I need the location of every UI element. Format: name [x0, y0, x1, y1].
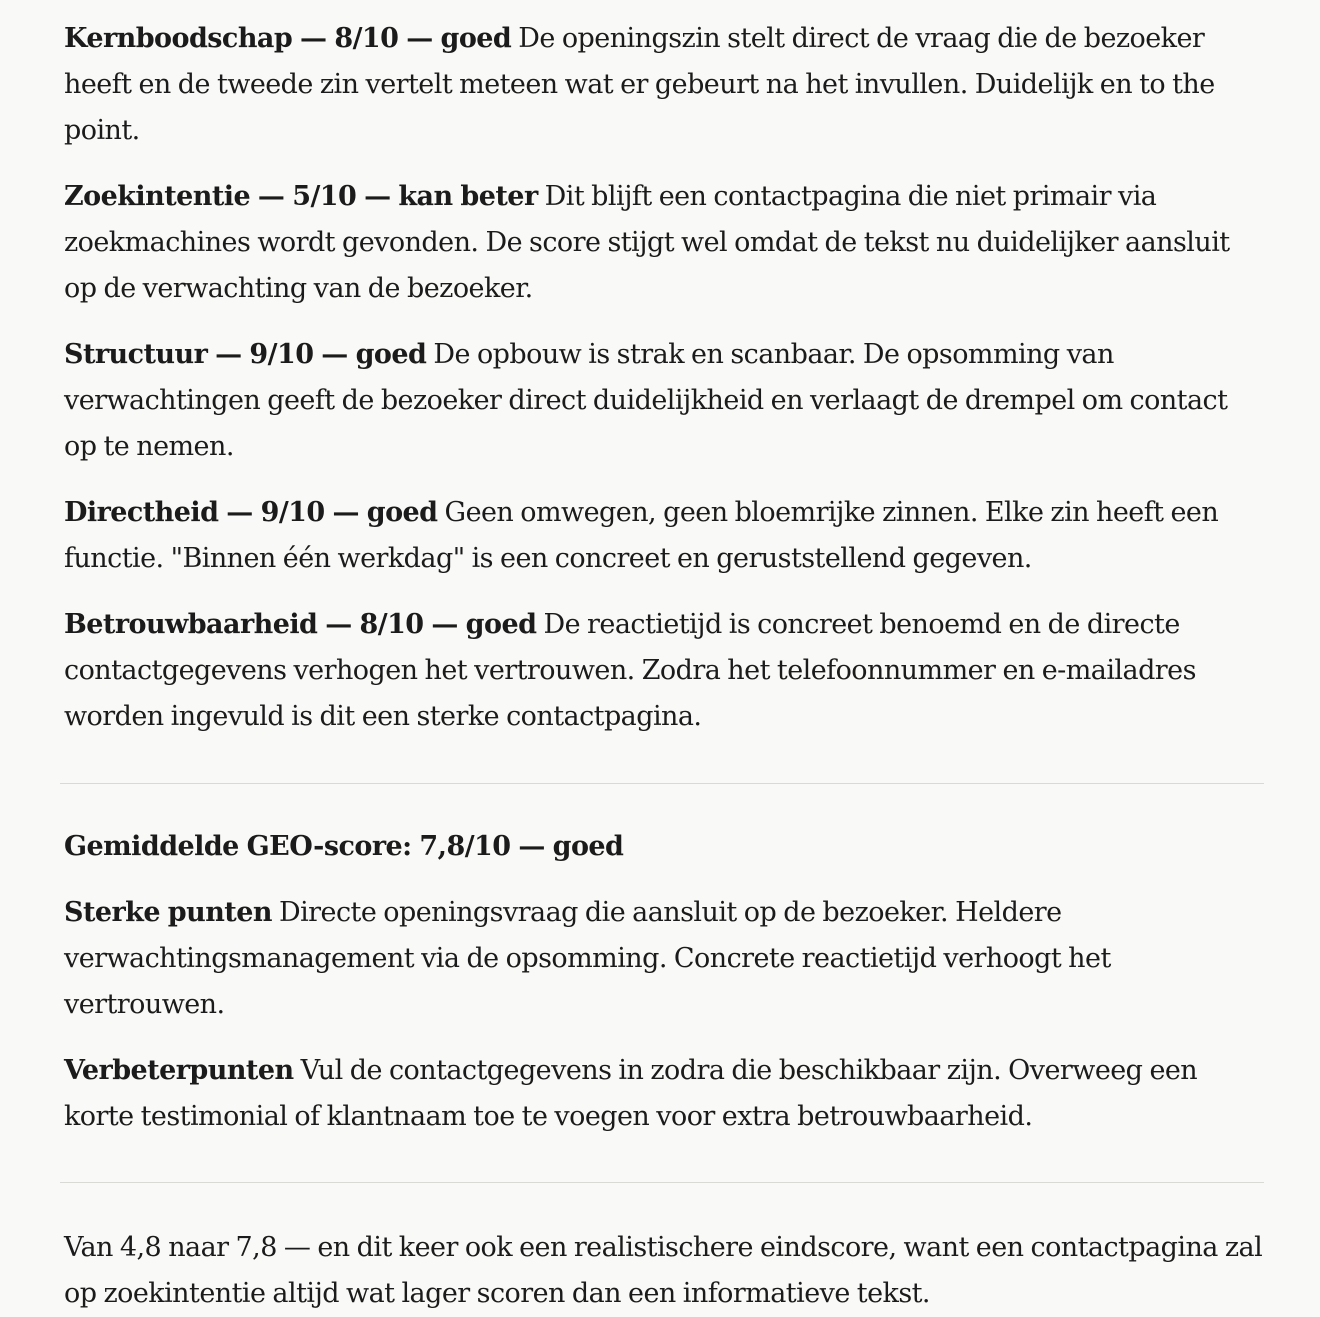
criterion-zoekintentie	[64, 174, 1264, 312]
improvements	[64, 1048, 1264, 1140]
strengths	[64, 890, 1264, 1028]
criterion-directheid	[64, 490, 1264, 582]
criterion-text: De openingszin stelt direct de vraag die de bezoeker heeft en de tweede zin vertelt meteen wat er gebeurt na het invullen. Duidelijk en to the point.	[64, 23, 1215, 146]
strengths-text: Directe openingsvraag die aansluit op de bezoeker. Heldere verwachtingsmanagement via de opsomming. Concrete reactietijd verhoogt het vertrouwen.	[64, 897, 1111, 1020]
criterion-text: De reactietijd is concreet benoemd en de directe contactgegevens verhogen het vertrouwen. Zodra het telefoonnummer en e-mailadres worden ingevuld is dit een sterke contactpagina.	[64, 609, 1196, 732]
improvements-text: Vul de contactgegevens in zodra die beschikbaar zijn. Overweeg een korte testimonial of klantnaam toe te voegen voor extra betrouwbaarheid.	[64, 1055, 1198, 1132]
divider	[60, 783, 1264, 784]
criterion-label: Structuur — 9/10 — goed	[64, 339, 427, 370]
criterion-text: Dit blijft een contactpagina die niet primair via zoekmachines wordt gevonden. De score stijgt wel omdat de tekst nu duidelijker aansluit op de verwachting van de bezoeker.	[64, 181, 1230, 304]
criterion-label: Kernboodschap — 8/10 — goed	[64, 23, 512, 54]
message-content	[64, 16, 1264, 1317]
closing-paragraph: Van 4,8 naar 7,8 — en dit keer ook een realistischere eindscore, want een contactpagina zal op zoekintentie altijd wat lager scoren dan een informatieve tekst.	[64, 1232, 1263, 1309]
criterion-label: Directheid — 9/10 — goed	[64, 497, 438, 528]
criterion-label: Betrouwbaarheid — 8/10 — goed	[64, 609, 537, 640]
criterion-text: De opbouw is strak en scanbaar. De opsomming van verwachtingen geeft de bezoeker direct duidelijkheid en verlaagt de drempel om contact op te nemen.	[64, 339, 1228, 462]
average-score	[64, 824, 1264, 870]
summary-section	[64, 824, 1264, 1140]
criterion-structuur	[64, 332, 1264, 470]
criterion-label: Zoekintentie — 5/10 — kan beter	[64, 181, 538, 212]
improvements-label: Verbeterpunten	[64, 1055, 294, 1086]
divider	[60, 1182, 1264, 1183]
criteria-list	[64, 16, 1264, 740]
criterion-kernboodschap	[64, 16, 1264, 154]
criterion-betrouwbaarheid	[64, 602, 1264, 740]
strengths-label: Sterke punten	[64, 897, 272, 928]
average-score-label: Gemiddelde GEO-score: 7,8/10 — goed	[64, 831, 624, 862]
criterion-text: Geen omwegen, geen bloemrijke zinnen. Elke zin heeft een functie. "Binnen één werkdag" is een concreet en geruststellend gegeven.	[64, 497, 1219, 574]
